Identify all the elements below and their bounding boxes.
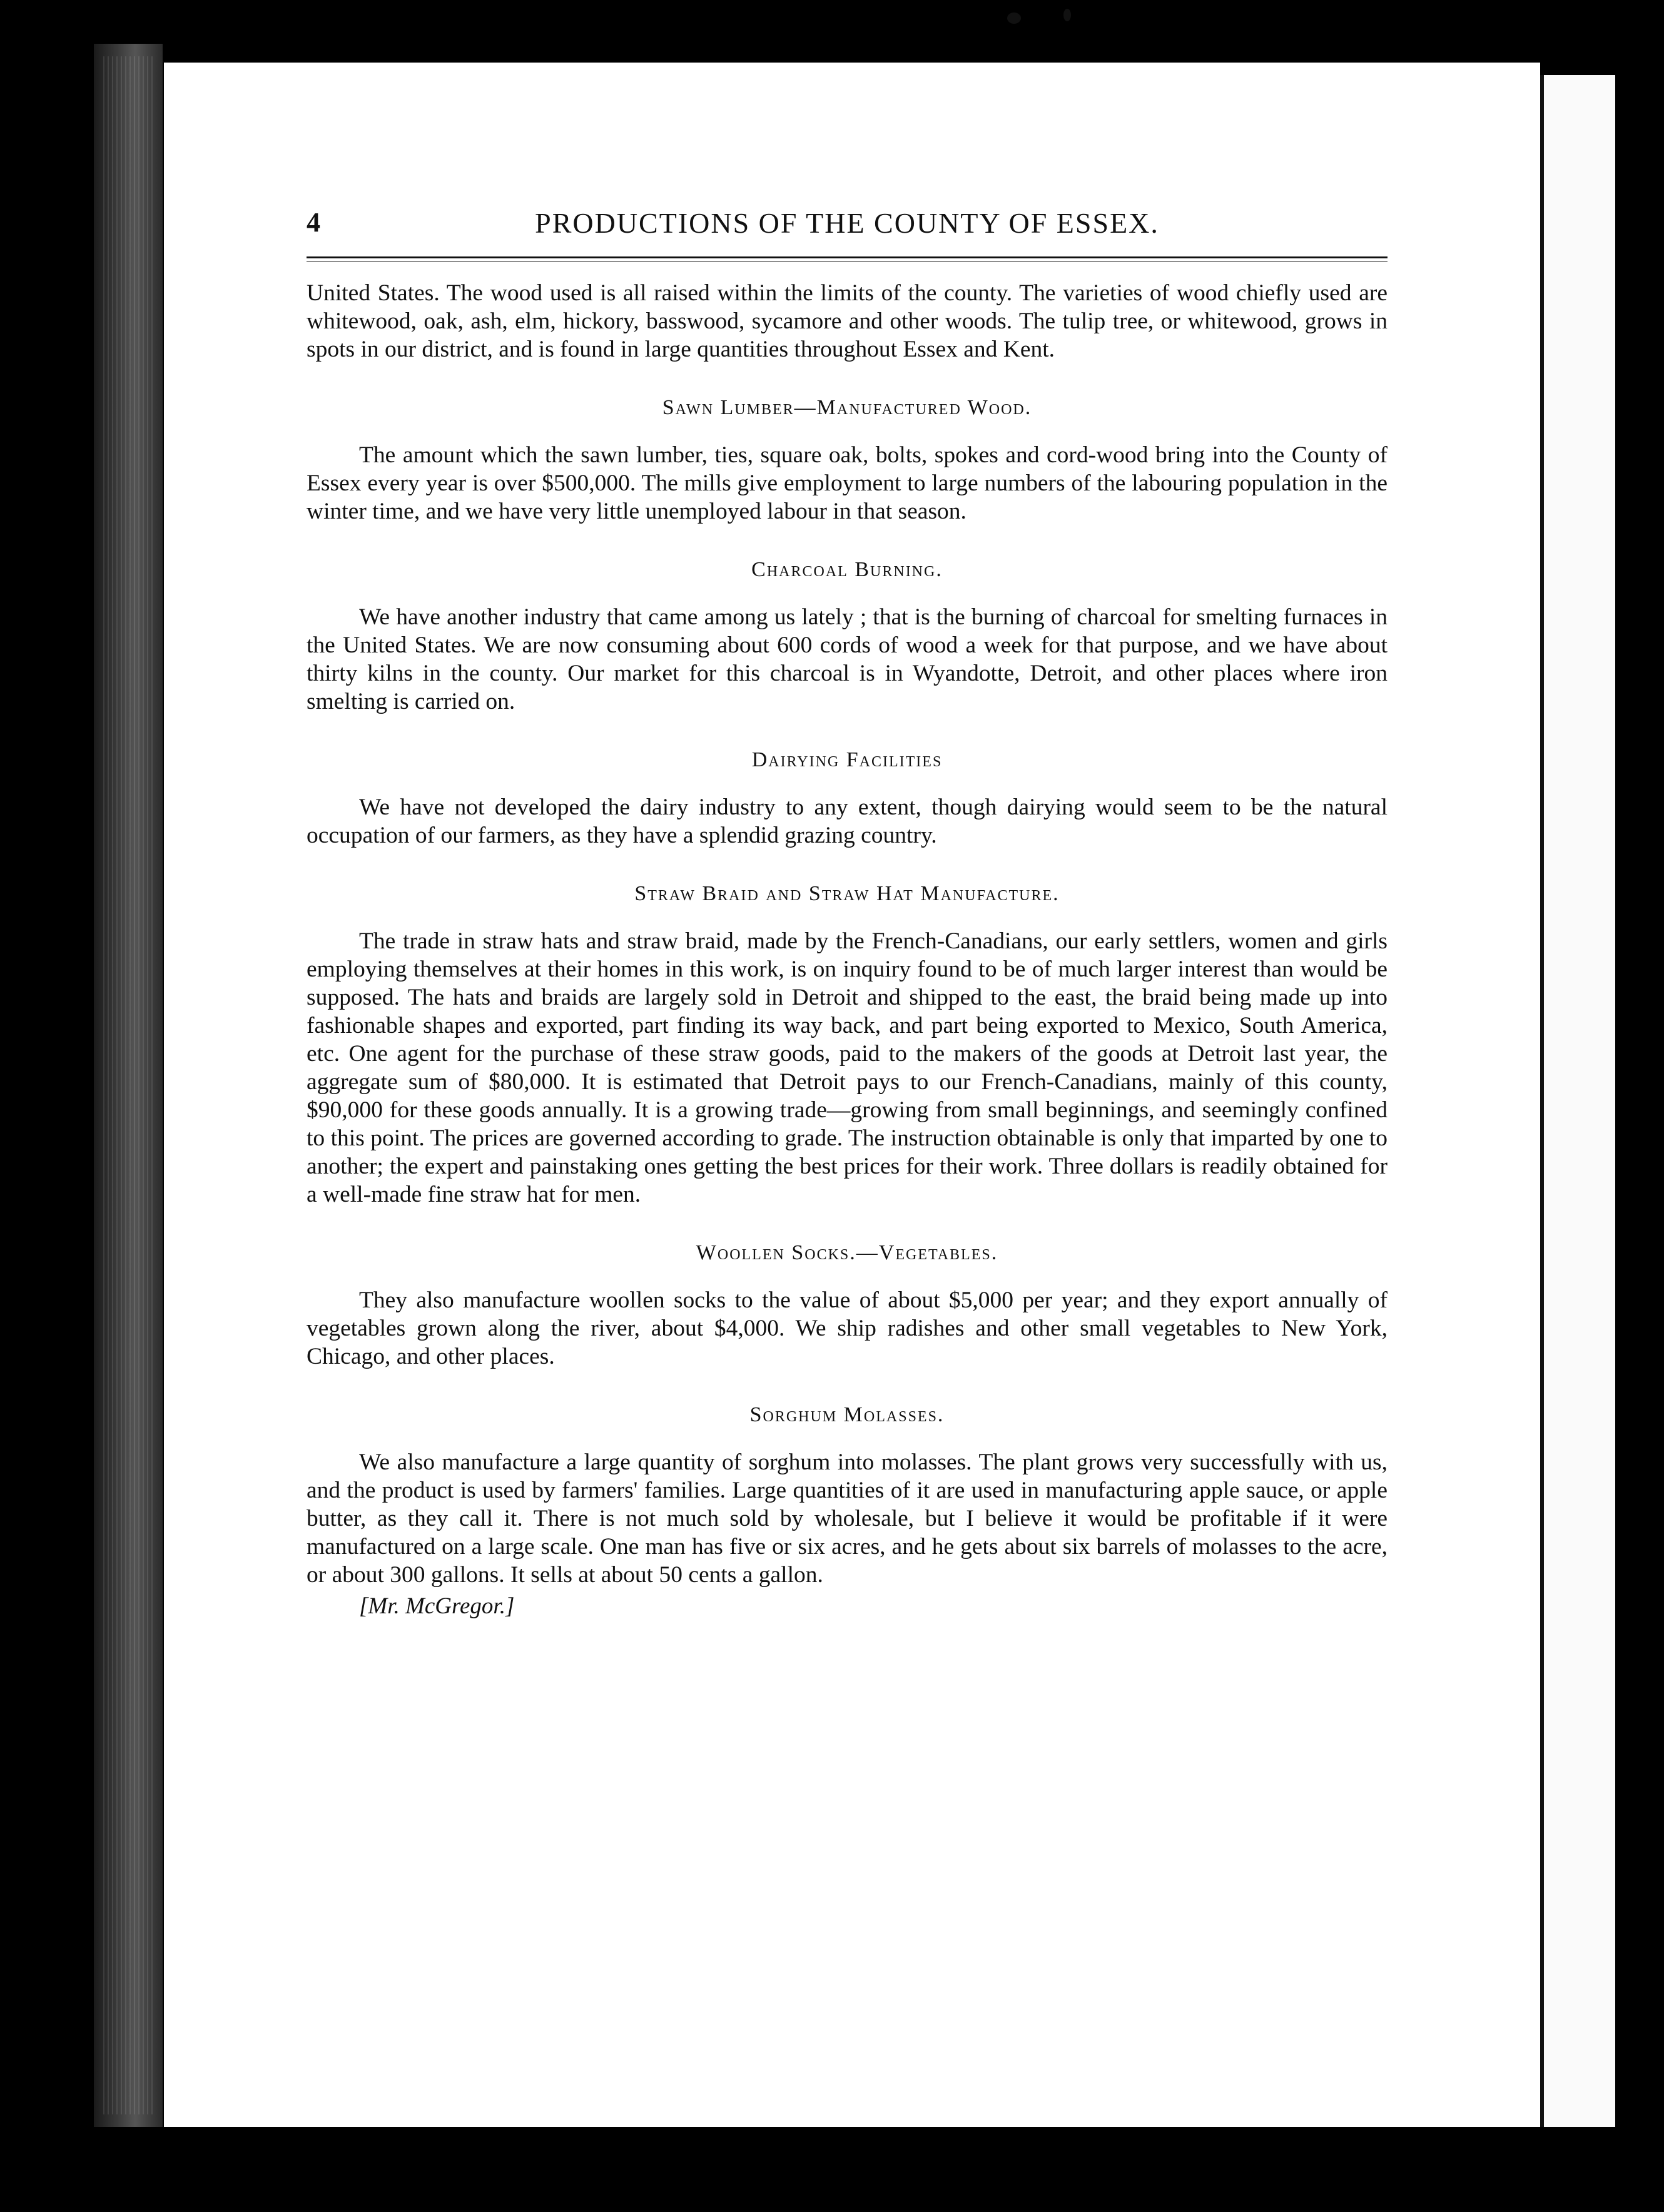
section-text-dairying: We have not developed the dairy industry to any extent, though dairying would seem to be the natural occupation of our farmers, as they have a splendid grazing country. [307, 794, 1388, 848]
scan-speck [1063, 9, 1071, 21]
section-heading-woollen: Woollen Socks.—Vegetables. [696, 1241, 998, 1264]
page-header [307, 206, 1388, 256]
section-text-charcoal: We have another industry that came among us lately ; that is the burning of charcoal for smelting furnaces in the United States. We are now consuming about 600 cords of wood a week for that purpose, and we have about thirty kilns in the county. Our market for this charcoal is in Wyandotte, Detroit, and other places where iron smelting is carried on. [307, 604, 1388, 714]
section-heading-straw: Straw Braid and Straw Hat Manufacture. [634, 882, 1060, 905]
scan-speck [1007, 13, 1021, 24]
section-heading-charcoal: Charcoal Burning. [751, 558, 943, 581]
page-content [307, 206, 1388, 1620]
page-edges [103, 56, 153, 2114]
scan-border-right [1615, 0, 1664, 2212]
facing-page-edge [1540, 75, 1619, 2127]
section-heading-sawn-lumber: Sawn Lumber—Manufactured Wood. [662, 396, 1032, 419]
section-heading-dairying: Dairying Facilities [751, 748, 943, 771]
running-head: PRODUCTIONS OF THE COUNTY OF ESSEX. [535, 207, 1159, 239]
section-heading-sorghum: Sorghum Molasses. [749, 1403, 945, 1426]
header-rule [307, 256, 1388, 261]
section-text-sawn-lumber: The amount which the sawn lumber, ties, square oak, bolts, spokes and cord-wood bring into the County of Essex every year is over $500,000. The mills give employment to large numbers of the labouring population in the winter time, and we have very little unemployed labour in that season. [307, 442, 1388, 524]
attribution: [Mr. McGregor.] [359, 1593, 515, 1619]
section-text-straw: The trade in straw hats and straw braid, made by the French-Canadians, our early settlers, women and girls employing themselves at their homes in this work, is on inquiry found to be of much larger interest than would be supposed. The hats and braids are largely sold in Detroit and shipped to the east, the braid being made up into fashionable shapes and exported, part finding its way back, and part being exported to Mexico, South America, etc. One agent for the purchase of these straw goods, paid to the makers of the goods at Detroit last year, the aggregate sum of $80,000. It is estimated that Detroit pays to our French-Canadians, mainly of this county, $90,000 for these goods annually. It is a growing trade—growing from small beginnings, and seemingly confined to this point. The prices are governed according to grade. The instruction obtainable is only that imparted by one to another; the expert and painstaking ones getting the best prices for their work. Three dollars is readily obtained for a well-made fine straw hat for men. [307, 928, 1388, 1207]
page-number: 4 [307, 207, 320, 238]
intro-paragraph: United States. The wood used is all raised within the limits of the county. The varieties of wood chiefly used are whitewood, oak, ash, elm, hickory, basswood, sycamore and other woods. The tulip tree, or whitewood, grows in spots in our district, and is found in large quantities throughout Essex and Kent. [307, 280, 1388, 362]
section-text-sorghum: We also manufacture a large quantity of sorghum into molasses. The plant grows very successfully with us, and the product is used by farmers' families. Large quantities of it are used in manufacturing apple sauce, or apple butter, as they call it. There is not much sold by wholesale, but I believe it would be profitable if it were manufactured on a large scale. One man has five or six acres, and he gets about six barrels of molasses to the acre, or about 300 gallons. It sells at about 50 cents a gallon. [307, 1449, 1388, 1588]
section-text-woollen: They also manufacture woollen socks to the value of about $5,000 per year; and they export annually of vegetables grown along the river, about $4,000. We ship radishes and other small vegetables to New York, Chicago, and other places. [307, 1287, 1388, 1369]
